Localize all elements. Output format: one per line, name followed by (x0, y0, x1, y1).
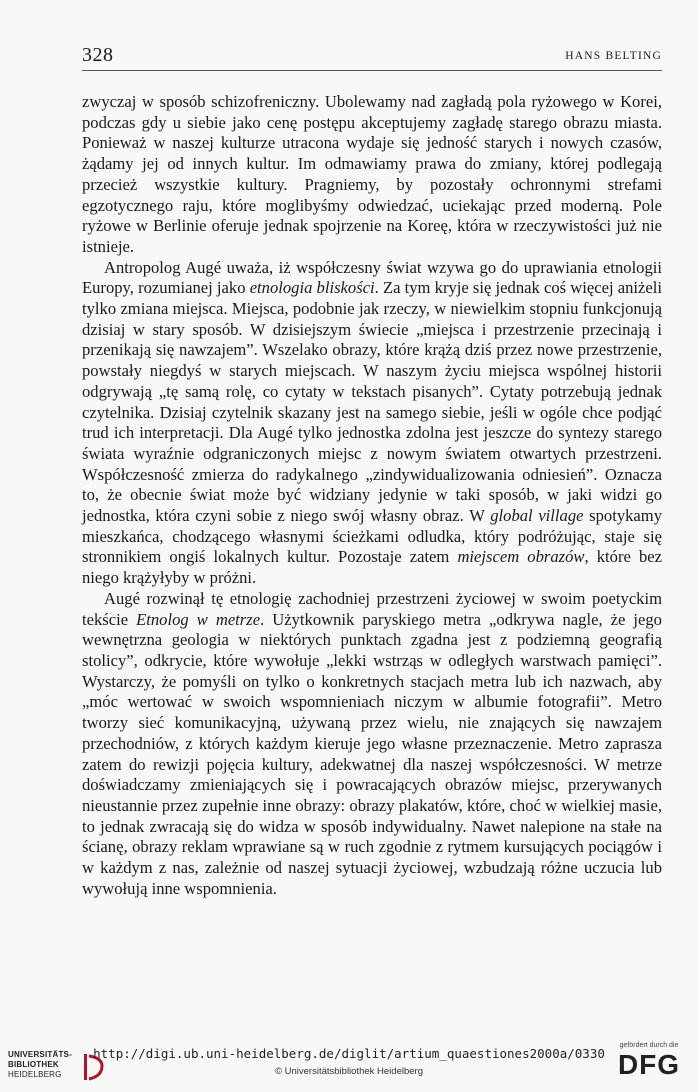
header-rule (82, 70, 662, 71)
library-name-line3: HEIDELBERG (8, 1070, 62, 1079)
text-run: . Za tym kryje się jednak coś więcej aniżeli tylko zmiana miejsca. Miejsca, podobnie jak rzeczy, w niewielkim stopniu funkcjonują dzisiaj w stary sposób. W dzisiejszym świecie „miejsca i przestrzenie przecinają i przenikają się nawzajem”. Wszelako obrazy, które krążą dziś przez nowe przestrzenie, powstały niegdyś w starych miejscach. W naszym życiu miejsca wspólnej historii odgrywają „tę samą rolę, co cytaty w tekstach pisanych”. Cytaty potrzebują jednak czytelnika. Dzisiaj czytelnik skazany jest na samego siebie, jeśli w ogóle chce podjąć trud ich interpretacji. Dla Augé tylko jednostka zdolna jest jeszcze do syntezy starego świata wyraźnie odgraniczonych miejsc z nowym światem otwartych przestrzeni. Współczesność zmierza do radykalnego „zindywidualizowania odniesień”. Oznacza to, że obecnie świat może być widziany jedynie w taki sposób, w jaki widzi go jednostka, która czyni sobie z niego swój własny obraz. W (82, 278, 662, 526)
italic-phrase: Etnolog w metrze (136, 609, 261, 629)
dfg-logo-text: DFG (617, 1049, 681, 1080)
text-run: zwyczaj w sposób schizofreniczny. Ubolewamy nad zagładą pola ryżowego w Korei, podczas gdy u siebie jako cenę postępu akceptujemy zagładę starego obrazu miasta. Ponieważ w naszej kulturze utracona wydaje się jedność starych i nowych czasów, żądamy jej od innych kultur. Im odmawiamy prawa do zmiany, której podlegają przecież wszystkie kultury. Pragniemy, by pozostały ochronnymi strefami egzotycznego raju, które moglibyśmy odwiedzać, uciekając przed moderną. Pole ryżowe w Berlinie oferuje jednak spojrzenie na Koreę, która w rzeczywistości już nie istnieje. (82, 92, 662, 256)
body-text (82, 92, 662, 899)
funder-note: gefördert durch die (619, 1042, 679, 1049)
text-run: Antropolog Augé uważa, iż współczesny świat wzywa go do uprawiania etnologii Europy, rozumianej jako (82, 257, 662, 298)
text-run: , które bez niego krążyłyby w próżni. (82, 547, 662, 588)
page-number: 328 (82, 44, 114, 66)
footer (0, 1028, 698, 1092)
italic-phrase: etnologia bliskości (249, 278, 375, 298)
italic-phrase: global village (490, 506, 584, 526)
text-run: Augé rozwinął tę etnologię zachodniej przestrzeni życiowej w swoim poetyckim tekście (82, 588, 662, 629)
library-name-line2: BIBLIOTHEK (8, 1060, 59, 1069)
library-name-line1: UNIVERSITÄTS- (8, 1050, 72, 1059)
paragraph (82, 92, 662, 258)
italic-phrase: miejscem obrazów (457, 547, 585, 567)
dfg-logo[interactable] (614, 1042, 684, 1086)
paragraph (82, 589, 662, 900)
paragraph (82, 258, 662, 589)
running-head: HANS BELTING (565, 50, 662, 62)
copyright-notice: © Universitätsbibliothek Heidelberg (275, 1066, 423, 1077)
text-run: . Użytkownik paryskiego metra „odkrywa nagle, że jego wewnętrzna geologia w niektórych punktach zgadna jest z podziemną geografią stolicy”, odkrycie, które wywołuje „lekki wstrząs w odległych warstwach pamięci”. Wystarczy, że pomyśli on tylko o konkretnych stacjach metra lub ich nazwach, aby „móc wertować w swoich wspomnieniach niczym w albumie fotografii”. Metro tworzy sieć komunikacyjną, używaną przez wielu, nie znających się nawzajem przechodniów, z których każdym kieruje jego własne przeznaczenie. Metro zaprasza zatem do rewizji pojęcia kultury, adekwatnej dla naszej współczesności. W metrze doświadczamy zmieniających się i powracających obrazów miejsc, przerywanych nieustannie przez zupełnie inne obrazy: obrazy plakatów, które, choć w wielkiej masie, to jednak zwracają się do widza w sposób indywidualny. Nawet nalepione na stałe na ścianę, obrazy reklam wprawiane są w ruch zgodnie z rytmem kursujących pociągów i w każdym z nas, zależnie od naszej sytuacji życiowej, wzbudzają różne uczucia lub wywołują inne wspomnienia. (82, 609, 662, 898)
text-run: spotykamy mieszkańca, chodzącego własnymi ścieżkami odludka, który podróżując, staje się stronnikiem ongiś lokalnych kultur. Pozostaje zatem (82, 506, 662, 567)
source-url-link[interactable]: http://digi.ub.uni-heidelberg.de/diglit/artium_quaestiones2000a/0330 (93, 1046, 605, 1061)
